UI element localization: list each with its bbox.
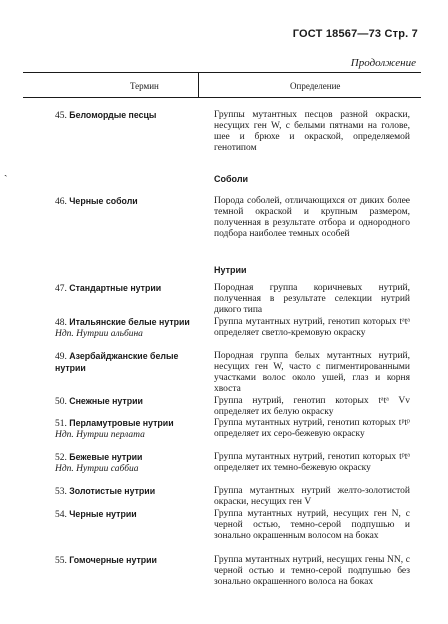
term-not-recommended: Ндп. Нутрии альбина (55, 329, 143, 339)
term-number: 46. (55, 197, 67, 207)
column-divider (198, 72, 199, 97)
definition-55: Группа мутантных нутрий, несущих гены NN, с черной остью и темно-серой подпушью без зонально окрашенного волоса на боках (214, 555, 410, 587)
term-name: Стандартные нутрии (69, 283, 162, 293)
section-heading-sable: Соболи (214, 174, 249, 184)
term-45 (55, 110, 195, 122)
term-47 (55, 283, 195, 295)
term-number: 51. (55, 419, 67, 429)
term-name: Итальянские белые нутрии (69, 317, 190, 327)
definition-47: Породная группа коричневых нутрий, полученная в результате селекции нутрий дикого типа (214, 283, 410, 315)
term-name: Золотистые нутрии (69, 486, 156, 496)
term-name: Бежевые нутрии (69, 452, 143, 462)
term-number: 50. (55, 397, 67, 407)
term-name: Перламутровые нутрии (69, 418, 174, 428)
definition-45: Группы мутантных песцов разной окраски, несущих ген W, с белыми пятнами на голове, шее и брюхе и окраской, определяемой генотипом (214, 110, 410, 153)
definition-51: Группа мутантных нутрий, генотип которых tᵖtᵖ определяет их серо-бежевую окраску (214, 418, 410, 439)
term-not-recommended: Ндп. Нутрии саббиа (55, 464, 139, 474)
term-name: Азербайджанские белые нутрии (55, 351, 179, 373)
page-header-code: ГОСТ 18567—73 Стр. 7 (292, 28, 418, 40)
section-heading-nutria: Нутрии (214, 265, 247, 275)
continuation-label: Продолжение (350, 57, 416, 69)
table-header-rule (23, 97, 421, 98)
definition-48: Группа мутантных нутрий, генотип которых tᵃtᵃ определяет светло-кремовую окраску (214, 317, 410, 338)
term-number: 55. (55, 556, 67, 566)
column-header-term: Термин (130, 81, 159, 91)
definition-54: Группа мутантных нутрий, несущих ген N, с черной остью, темно-серой подпушью и зонально окрашенным волосом на боках (214, 509, 410, 541)
term-51 (55, 418, 195, 441)
term-number: 45. (55, 111, 67, 121)
definition-50: Группа нутрий, генотип которых tᵃtᵃ Vv определяет их белую окраску (214, 396, 410, 417)
term-number: 52. (55, 453, 67, 463)
table-top-rule (23, 72, 421, 73)
term-54 (55, 509, 195, 521)
definition-53: Группа мутантных нутрий желто-золотистой окраски, несущих ген V (214, 486, 410, 507)
definition-49: Породная группа белых мутантных нутрий, несущих ген W, часто с пигментированными участками волос около ушей, глаз и корня хвоста (214, 351, 410, 394)
term-number: 53. (55, 487, 67, 497)
definition-46: Порода соболей, отличающихся от диких более темной окраской и крупным размером, полученная в результате отбора и однородного подбора наиболее темных особей (214, 196, 410, 239)
column-header-definition: Определение (290, 81, 341, 91)
term-name: Снежные нутрии (69, 396, 143, 406)
term-name: Черные нутрии (69, 509, 137, 519)
term-name: Беломордые песцы (69, 110, 157, 120)
definition-52: Группа мутантных нутрий, генотип которых tᵖtᵃ определяет их темно-бежевую окраску (214, 452, 410, 473)
term-55 (55, 555, 195, 567)
term-46 (55, 196, 195, 208)
term-48 (55, 317, 195, 340)
term-number: 49. (55, 352, 67, 362)
term-52 (55, 452, 195, 475)
term-53 (55, 486, 195, 498)
term-number: 47. (55, 284, 67, 294)
term-number: 48. (55, 318, 67, 328)
term-49 (55, 351, 195, 375)
margin-mark: ˎ (4, 166, 8, 177)
term-name: Черные соболи (69, 196, 138, 206)
term-name: Гомочерные нутрии (69, 555, 157, 565)
term-50 (55, 396, 195, 408)
term-number: 54. (55, 510, 67, 520)
term-not-recommended: Ндп. Нутрии перлата (55, 430, 145, 440)
